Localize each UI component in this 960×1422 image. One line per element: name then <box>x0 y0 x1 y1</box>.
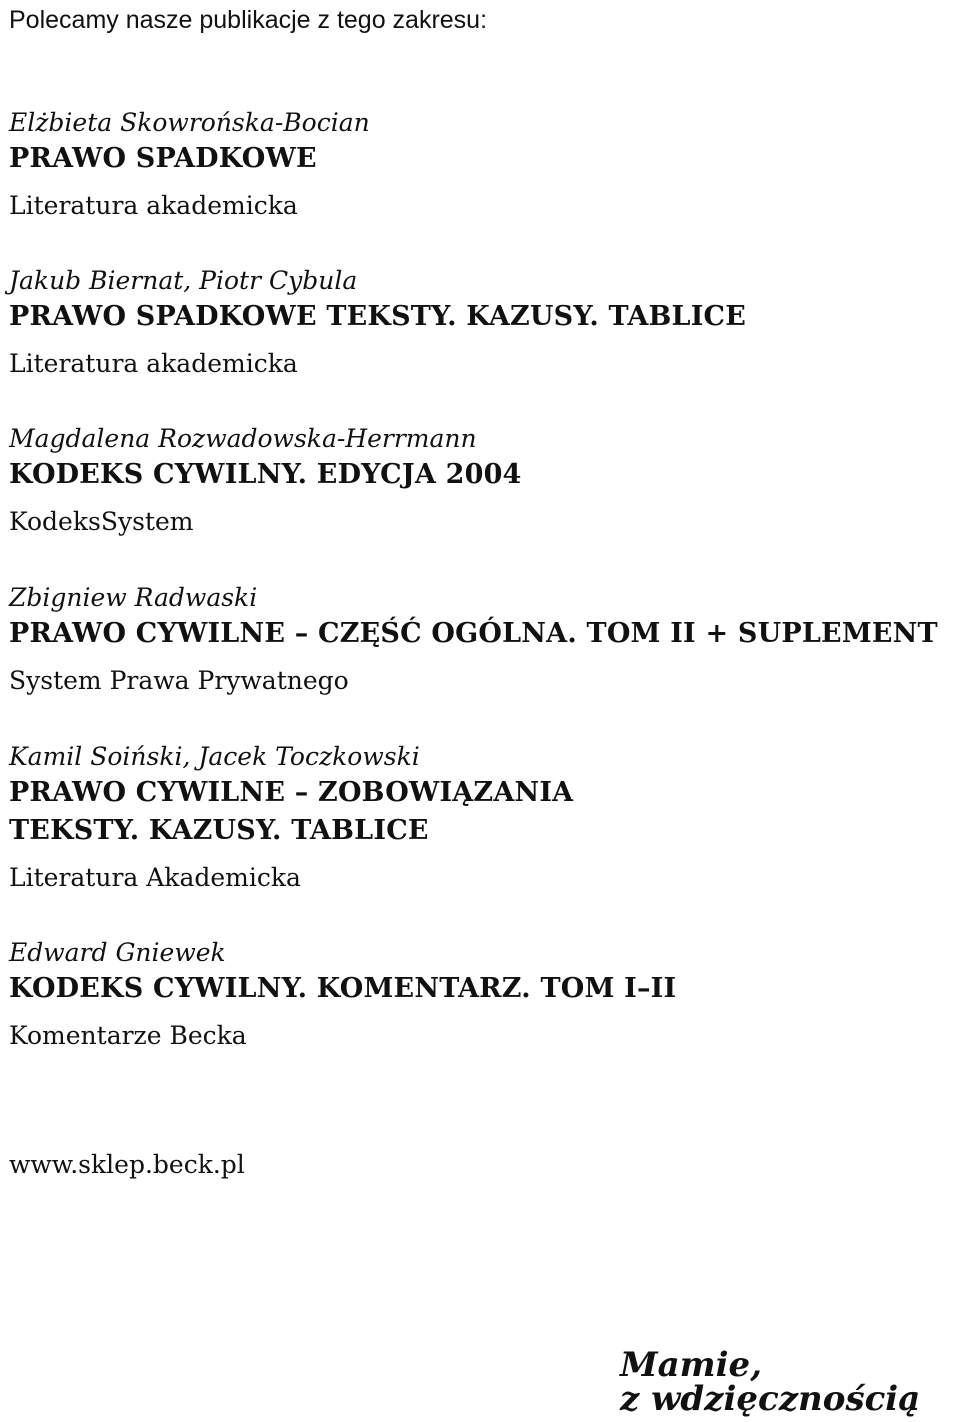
publication-author: Jakub Biernat, Piotr Cybula <box>9 266 358 295</box>
publication-series: Literatura akademicka <box>9 349 298 378</box>
publication-series: System Prawa Prywatnego <box>9 666 349 695</box>
publication-author: Zbigniew Radwaski <box>9 583 258 612</box>
publication-author: Edward Gniewek <box>9 938 226 967</box>
publication-title: KODEKS CYWILNY. KOMENTARZ. TOM I–II <box>9 973 677 1004</box>
publication-author: Kamil Soiński, Jacek Toczkowski <box>9 742 420 771</box>
publication-series: Komentarze Becka <box>9 1021 247 1050</box>
shop-website-link[interactable]: www.sklep.beck.pl <box>9 1150 245 1179</box>
publication-entry <box>9 581 954 697</box>
publication-entry <box>9 936 954 1052</box>
publication-title: PRAWO CYWILNE – CZĘŚĆ OGÓLNA. TOM II + SUPLEMENT <box>9 618 938 649</box>
publication-entry <box>9 264 954 380</box>
publication-entry <box>9 740 954 894</box>
publication-title: PRAWO CYWILNE – ZOBOWIĄZANIA <box>9 777 574 808</box>
dedication-line-1: Mamie, <box>620 1345 763 1385</box>
publication-series: KodeksSystem <box>9 507 194 536</box>
publication-entry <box>9 106 954 222</box>
recommendation-heading: Polecamy nasze publikacje z tego zakresu: <box>9 6 488 34</box>
publication-series: Literatura Akademicka <box>9 863 301 892</box>
publication-author: Elżbieta Skowrońska-Bocian <box>9 108 370 137</box>
publication-title: PRAWO SPADKOWE <box>9 143 317 174</box>
dedication <box>620 1345 921 1419</box>
publication-title: KODEKS CYWILNY. EDYCJA 2004 <box>9 459 522 490</box>
publication-title: PRAWO SPADKOWE TEKSTY. KAZUSY. TABLICE <box>9 301 747 332</box>
dedication-line-2: z wdzięcznością <box>620 1379 921 1419</box>
publication-title-continued: TEKSTY. KAZUSY. TABLICE <box>9 815 429 846</box>
publication-series: Literatura akademicka <box>9 191 298 220</box>
publication-entry <box>9 422 954 538</box>
publication-author: Magdalena Rozwadowska-Herrmann <box>9 424 477 453</box>
